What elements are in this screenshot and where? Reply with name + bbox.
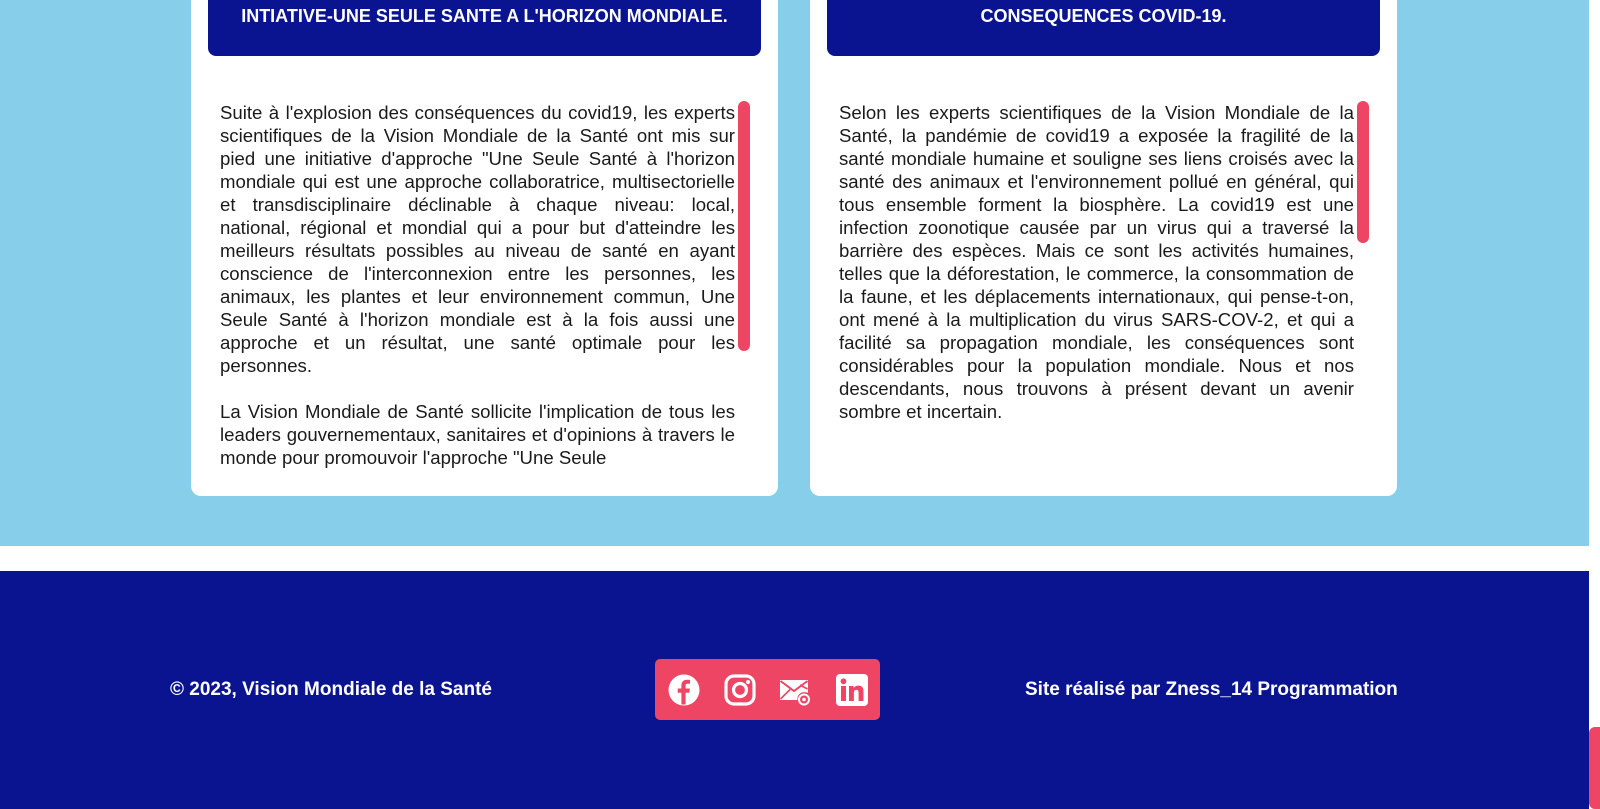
linkedin-icon[interactable] xyxy=(835,673,869,707)
facebook-icon[interactable] xyxy=(667,673,701,707)
footer-credit: Site réalisé par Zness_14 Programmation xyxy=(1025,679,1398,700)
footer-copyright: © 2023, Vision Mondiale de la Santé xyxy=(170,679,492,700)
card-title: CONSEQUENCES COVID-19. xyxy=(827,0,1380,56)
instagram-icon[interactable] xyxy=(723,673,757,707)
article-card-one-health xyxy=(191,0,778,496)
card-text-scroll-area[interactable] xyxy=(839,101,1354,435)
card-scrollbar-thumb[interactable] xyxy=(738,101,750,351)
page-scrollbar-thumb[interactable] xyxy=(1589,727,1600,809)
card-text-scroll-area[interactable] xyxy=(220,101,735,468)
card-title: INTIATIVE-UNE SEULE SANTE A L'HORIZON MONDIALE. xyxy=(208,0,761,56)
page-scrollbar-track[interactable] xyxy=(1589,0,1600,809)
card-paragraph: La Vision Mondiale de Santé sollicite l'implication de tous les leaders gouvernementaux, sanitaires et d'opinions à travers le monde pour promouvoir l'approche "Une Seule xyxy=(220,401,735,468)
card-paragraph: Suite à l'explosion des conséquences du covid19, les experts scientifiques de la Vision Mondiale de la Santé ont mis sur pied une initiative d'approche "Une Seule Santé à l'horizon mondiale qui est une approche collaboratrice, multisectorielle et transdisciplinaire déclinable à chaque niveau: local, national, régional et mondial qui a pour but d'atteindre les meilleurs résultats possibles au niveau de santé en ayant conscience de l'interconnexion entre les personnes, les animaux, les plantes et leur environnement commun, Une Seule Santé à l'horizon mondiale est à la fois aussi une approche et un résultat, une santé optimale pour les personnes. xyxy=(220,102,735,376)
site-footer xyxy=(0,571,1589,809)
article-card-covid-consequences xyxy=(810,0,1397,496)
social-links-bar xyxy=(655,659,880,720)
mail-icon[interactable] xyxy=(778,673,812,707)
card-scrollbar-thumb[interactable] xyxy=(1357,101,1369,243)
card-paragraph: Selon les experts scientifiques de la Vision Mondiale de la Santé, la pandémie de covid19 a exposée la fragilité de la santé mondiale humaine et souligne ses liens croisés avec la santé des animaux et l'environnement pollué en général, qui tous ensemble forment la biosphère. La covid19 est une infection zoonotique causée par un virus qui a traversé la barrière des espèces. Mais ce sont les activités humaines, telles que la déforestation, le commerce, la consommation de la faune, et les déplacements internationaux, qui pense-t-on, ont mené à la multiplication du virus SARS-COV-2, et qui a facilité sa propagation mondiale, les conséquences sont considérables pour la population mondiale. Nous et nos descendants, nous trouvons à présent devant un avenir sombre et incertain. xyxy=(839,102,1354,422)
